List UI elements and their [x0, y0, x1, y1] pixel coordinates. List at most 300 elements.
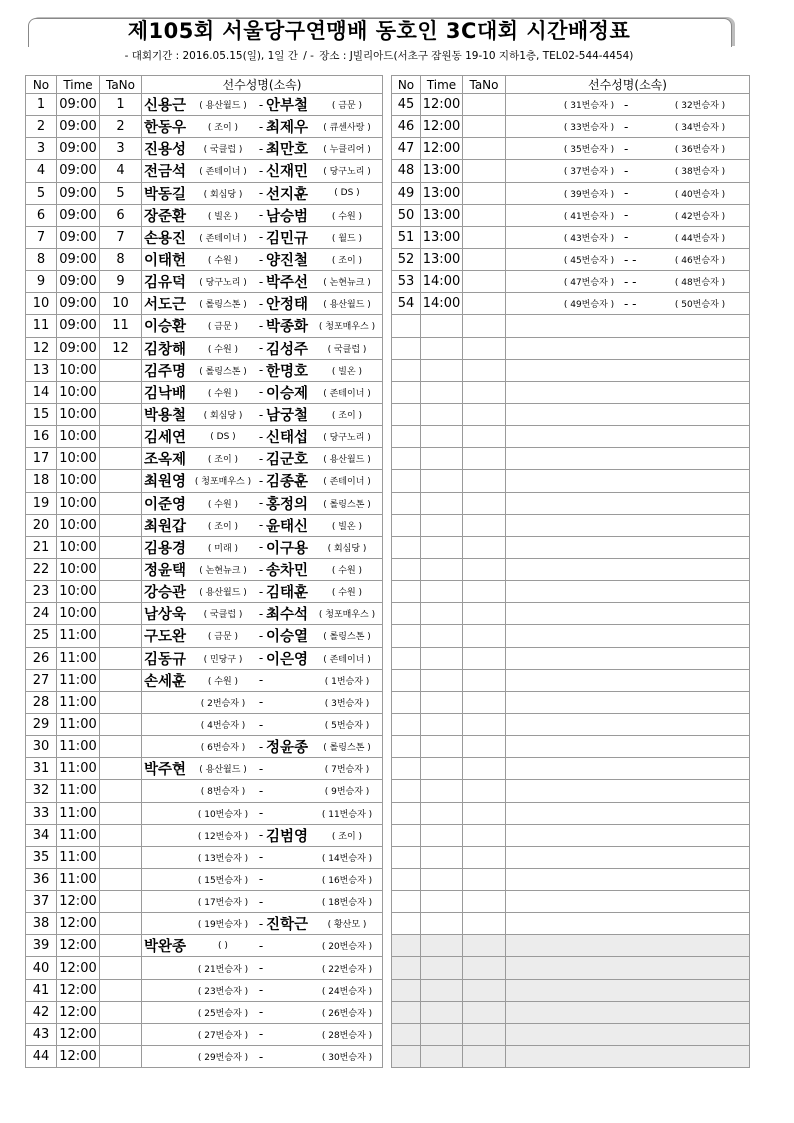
row-tano [100, 736, 142, 758]
row-tano [463, 271, 506, 293]
player2-name: 김성주 [266, 341, 309, 358]
row-time: 11:00 [57, 736, 100, 758]
match-line [142, 847, 382, 868]
player1-club: ( 롤링스톤 ) [199, 366, 247, 377]
row-time: 13:00 [421, 248, 463, 270]
player1-club: ( 2번승자 ) [200, 698, 246, 709]
row-time: 12:00 [57, 1046, 100, 1068]
empty-cell [463, 846, 506, 868]
empty-cell [392, 581, 421, 603]
row-players [142, 182, 383, 204]
match-line [142, 714, 382, 735]
row-no: 54 [392, 293, 421, 315]
match-line [506, 160, 749, 181]
row-tano: 10 [100, 293, 142, 315]
player2-club: ( 수원 ) [331, 566, 363, 577]
versus-dash: - [258, 518, 264, 533]
empty-cell [506, 315, 750, 337]
player2-club: ( 조이 ) [331, 411, 363, 422]
player1-name: 손세훈 [144, 673, 187, 690]
row-time: 10:00 [57, 558, 100, 580]
row-tano [100, 625, 142, 647]
versus-dash: - [258, 806, 264, 821]
table-row [392, 116, 750, 138]
header-time: Time [57, 76, 100, 94]
schedule-table-right [391, 75, 750, 1068]
row-tano [463, 226, 506, 248]
row-tano [100, 1001, 142, 1023]
row-players [142, 94, 383, 116]
table-row [392, 94, 750, 116]
player1-name: 박주현 [144, 762, 187, 779]
player2-club: ( 28번승자 ) [321, 1030, 373, 1041]
row-tano [100, 891, 142, 913]
player1-club: ( 조이 ) [207, 455, 239, 466]
empty-cell [506, 381, 750, 403]
row-time: 09:00 [57, 204, 100, 226]
row-time: 09:00 [57, 315, 100, 337]
row-tano [463, 160, 506, 182]
row-players [142, 248, 383, 270]
match-line [142, 94, 382, 115]
match-line [142, 227, 382, 248]
player1-name: 최원갑 [144, 518, 187, 535]
row-no: 11 [26, 315, 57, 337]
empty-row [392, 403, 750, 425]
empty-cell [392, 957, 421, 979]
row-no: 31 [26, 758, 57, 780]
empty-cell [421, 846, 463, 868]
player2-club: ( 조이 ) [331, 256, 363, 267]
empty-row [392, 581, 750, 603]
player1-name: 진용성 [144, 142, 187, 159]
page-title: 제105회 서울당구연맹배 동호인 3C대회 시간배정표 [127, 19, 631, 43]
row-tano: 2 [100, 116, 142, 138]
player2-name: 김군호 [266, 452, 309, 469]
versus-dash: - [258, 628, 264, 643]
player1-club: ( 12번승자 ) [197, 831, 249, 842]
row-tano [100, 581, 142, 603]
empty-cell [421, 558, 463, 580]
empty-cell [506, 1023, 750, 1045]
empty-cell [506, 868, 750, 890]
empty-row [392, 868, 750, 890]
row-tano [100, 824, 142, 846]
match-line [506, 205, 749, 226]
row-no: 32 [26, 780, 57, 802]
versus-dash: - [258, 983, 264, 998]
empty-cell [392, 1046, 421, 1068]
row-tano [100, 536, 142, 558]
table-header-row [392, 76, 750, 94]
row-time: 11:00 [57, 691, 100, 713]
player2-club: ( 조이 ) [331, 831, 363, 842]
player2-club: ( 30번승자 ) [321, 1053, 373, 1064]
row-players [142, 802, 383, 824]
player2-club: ( DS ) [334, 188, 360, 199]
row-time: 10:00 [57, 381, 100, 403]
versus-dash: - [258, 695, 264, 710]
table-row [26, 758, 383, 780]
row-time: 11:00 [57, 846, 100, 868]
row-players [142, 359, 383, 381]
row-players [142, 470, 383, 492]
empty-cell [463, 315, 506, 337]
row-players [142, 1023, 383, 1045]
table-row [26, 1023, 383, 1045]
player1-club: ( 금문 ) [207, 322, 239, 333]
versus-dash: - [258, 496, 264, 511]
table-row [26, 116, 383, 138]
empty-row [392, 979, 750, 1001]
row-tano [463, 182, 506, 204]
row-no: 42 [26, 1001, 57, 1023]
player2-club: ( 당구노리 ) [323, 433, 371, 444]
empty-cell [506, 647, 750, 669]
empty-row [392, 891, 750, 913]
row-tano [100, 558, 142, 580]
row-no: 52 [392, 248, 421, 270]
player2-name: 김범영 [266, 828, 309, 845]
row-time: 12:00 [57, 891, 100, 913]
empty-cell [463, 691, 506, 713]
player1-name: 박완종 [144, 939, 187, 956]
versus-dash: - [624, 186, 629, 201]
player2-name: 이승열 [266, 629, 309, 646]
empty-cell [421, 824, 463, 846]
header-no: No [26, 76, 57, 94]
player1-club: ( 조이 ) [207, 521, 239, 532]
player1-name: 신용근 [144, 98, 187, 115]
versus-dash: - [624, 230, 629, 245]
table-row [392, 182, 750, 204]
match-line [506, 183, 749, 204]
row-no: 2 [26, 116, 57, 138]
match-line [142, 1024, 382, 1045]
empty-row [392, 1023, 750, 1045]
row-no: 4 [26, 160, 57, 182]
empty-cell [463, 558, 506, 580]
player2-club: ( 38번승자 ) [674, 167, 726, 178]
row-no: 1 [26, 94, 57, 116]
row-tano [100, 1046, 142, 1068]
row-no: 41 [26, 979, 57, 1001]
row-no: 6 [26, 204, 57, 226]
empty-cell [392, 868, 421, 890]
row-time: 10:00 [57, 581, 100, 603]
row-time: 09:00 [57, 248, 100, 270]
player1-name: 장준환 [144, 208, 187, 225]
row-players [142, 138, 383, 160]
table-row [26, 647, 383, 669]
versus-dash: - [258, 119, 264, 134]
row-players [142, 780, 383, 802]
empty-cell [506, 913, 750, 935]
empty-cell [506, 957, 750, 979]
player1-club: ( 수원 ) [207, 676, 239, 687]
empty-cell [421, 647, 463, 669]
player2-club: ( 20번승자 ) [321, 942, 373, 953]
empty-cell [392, 846, 421, 868]
player2-name: 김민규 [266, 230, 309, 247]
empty-cell [421, 913, 463, 935]
versus-dash: - [258, 584, 264, 599]
row-players [142, 426, 383, 448]
player1-club: ( 당구노리 ) [199, 278, 247, 289]
empty-cell [392, 448, 421, 470]
versus-dash: - [258, 473, 264, 488]
empty-cell [506, 514, 750, 536]
empty-cell [392, 669, 421, 691]
row-no: 10 [26, 293, 57, 315]
empty-cell [463, 492, 506, 514]
match-line [142, 515, 382, 536]
player1-name: 박동길 [144, 186, 187, 203]
player1-name: 정윤택 [144, 563, 187, 580]
row-no: 13 [26, 359, 57, 381]
player1-club: ( 45번승자 ) [563, 256, 615, 267]
row-no: 27 [26, 669, 57, 691]
empty-row [392, 935, 750, 957]
row-tano [100, 448, 142, 470]
player1-club: ( 민당구 ) [203, 654, 243, 665]
empty-cell [463, 603, 506, 625]
empty-cell [463, 536, 506, 558]
row-players [142, 448, 383, 470]
player1-club: ( 13번승자 ) [197, 853, 249, 864]
row-players [506, 138, 750, 160]
match-line [142, 559, 382, 580]
table-row [26, 603, 383, 625]
row-tano [463, 116, 506, 138]
empty-cell [392, 691, 421, 713]
player2-name: 최제우 [266, 120, 309, 137]
row-players [142, 581, 383, 603]
versus-dash: - [258, 783, 264, 798]
versus-dash: - [624, 97, 629, 112]
empty-row [392, 1046, 750, 1068]
empty-cell [421, 514, 463, 536]
row-players [142, 758, 383, 780]
versus-dash: - [258, 363, 264, 378]
empty-cell [392, 603, 421, 625]
player2-club: ( 44번승자 ) [674, 233, 726, 244]
empty-cell [463, 581, 506, 603]
row-no: 16 [26, 426, 57, 448]
player2-club: ( 42번승자 ) [674, 211, 726, 222]
versus-dash: - [258, 606, 264, 621]
player1-club: ( 21번승자 ) [197, 964, 249, 975]
player1-club: ( 29번승자 ) [197, 1053, 249, 1064]
empty-cell [506, 824, 750, 846]
table-row [26, 381, 383, 403]
row-players [142, 293, 383, 315]
player2-club: ( 26번승자 ) [321, 1008, 373, 1019]
empty-cell [463, 891, 506, 913]
empty-row [392, 492, 750, 514]
empty-cell [421, 691, 463, 713]
table-row [26, 514, 383, 536]
empty-row [392, 713, 750, 735]
row-tano: 11 [100, 315, 142, 337]
match-line [142, 736, 382, 757]
match-line [142, 648, 382, 669]
row-no: 3 [26, 138, 57, 160]
match-line [142, 869, 382, 890]
empty-cell [392, 1023, 421, 1045]
row-time: 11:00 [57, 802, 100, 824]
empty-row [392, 558, 750, 580]
empty-cell [421, 381, 463, 403]
player2-club: ( 월드 ) [331, 233, 363, 244]
empty-cell [421, 868, 463, 890]
row-no: 17 [26, 448, 57, 470]
empty-row [392, 514, 750, 536]
match-line [506, 116, 749, 137]
player2-club: ( 수원 ) [331, 588, 363, 599]
empty-cell [392, 337, 421, 359]
player2-club: ( 용산월드 ) [323, 300, 371, 311]
row-no: 45 [392, 94, 421, 116]
row-no: 51 [392, 226, 421, 248]
empty-cell [506, 691, 750, 713]
empty-cell [463, 381, 506, 403]
match-line [142, 205, 382, 226]
match-line [506, 249, 749, 270]
row-players [142, 957, 383, 979]
row-tano [100, 492, 142, 514]
empty-cell [392, 736, 421, 758]
table-row [26, 160, 383, 182]
row-time: 14:00 [421, 271, 463, 293]
empty-row [392, 846, 750, 868]
player2-club: ( 32번승자 ) [674, 101, 726, 112]
row-time: 10:00 [57, 514, 100, 536]
player2-name: 최수석 [266, 607, 309, 624]
empty-row [392, 957, 750, 979]
table-row [26, 182, 383, 204]
empty-cell [421, 736, 463, 758]
player2-club: ( 34번승자 ) [674, 123, 726, 134]
subtitle-period: - 대회기간 : 2016.05.15(일), 1일 간 [124, 50, 298, 62]
match-line [506, 227, 749, 248]
player1-club: ( 회심당 ) [203, 411, 243, 422]
match-line [142, 138, 382, 159]
empty-cell [463, 868, 506, 890]
table-row [26, 935, 383, 957]
empty-cell [506, 581, 750, 603]
empty-cell [463, 824, 506, 846]
match-line [142, 183, 382, 204]
player2-club: ( 청포매우스 ) [318, 610, 376, 621]
player2-club: ( 국클럽 ) [327, 344, 367, 355]
row-players [142, 226, 383, 248]
empty-cell [392, 315, 421, 337]
row-tano [100, 957, 142, 979]
player1-name: 최원영 [144, 474, 187, 491]
player1-name: 이태헌 [144, 253, 187, 270]
player2-club: ( 11번승자 ) [321, 809, 373, 820]
table-row [392, 204, 750, 226]
table-row [26, 581, 383, 603]
row-players [142, 514, 383, 536]
player2-club: ( 22번승자 ) [321, 964, 373, 975]
row-no: 30 [26, 736, 57, 758]
versus-dash: - [258, 318, 264, 333]
row-players [142, 558, 383, 580]
row-tano [463, 204, 506, 226]
empty-cell [506, 492, 750, 514]
row-tano [100, 758, 142, 780]
row-tano [100, 1023, 142, 1045]
row-time: 10:00 [57, 359, 100, 381]
row-time: 12:00 [57, 935, 100, 957]
versus-dash: - [258, 163, 264, 178]
table-header-row [26, 76, 383, 94]
player2-club: ( 48번승자 ) [674, 278, 726, 289]
row-players [142, 868, 383, 890]
match-line [142, 758, 382, 779]
row-tano [100, 780, 142, 802]
empty-cell [421, 713, 463, 735]
empty-cell [421, 1001, 463, 1023]
table-row [392, 293, 750, 315]
table-row [392, 248, 750, 270]
row-tano [463, 138, 506, 160]
versus-dash: - [258, 407, 264, 422]
table-row [26, 957, 383, 979]
row-tano: 8 [100, 248, 142, 270]
empty-cell [421, 448, 463, 470]
empty-row [392, 470, 750, 492]
player1-club: ( 금문 ) [207, 632, 239, 643]
empty-row [392, 691, 750, 713]
row-tano [100, 603, 142, 625]
row-no: 14 [26, 381, 57, 403]
page-subtitle [28, 49, 730, 63]
row-time: 09:00 [57, 226, 100, 248]
versus-dash: - [624, 119, 629, 134]
player1-club: ( 수원 ) [207, 344, 239, 355]
row-players [142, 204, 383, 226]
row-tano [100, 514, 142, 536]
player1-club: ( 국클럽 ) [203, 610, 243, 621]
player2-club: ( 존테이너 ) [323, 654, 371, 665]
row-time: 10:00 [57, 603, 100, 625]
player2-club: ( 1번승자 ) [324, 676, 370, 687]
header-players: 선수성명(소속) [506, 76, 750, 94]
row-no: 7 [26, 226, 57, 248]
row-players [142, 691, 383, 713]
player1-club: ( ) [218, 940, 228, 951]
match-line [142, 271, 382, 292]
empty-cell [463, 337, 506, 359]
player1-name: 김유덕 [144, 275, 187, 292]
row-time: 10:00 [57, 536, 100, 558]
table-row [26, 1046, 383, 1068]
versus-dash: - [258, 673, 264, 688]
empty-cell [506, 337, 750, 359]
row-players [506, 271, 750, 293]
table-row [26, 293, 383, 315]
empty-cell [463, 713, 506, 735]
row-tano: 9 [100, 271, 142, 293]
row-tano: 5 [100, 182, 142, 204]
table-row [26, 824, 383, 846]
empty-cell [463, 957, 506, 979]
row-players [142, 271, 383, 293]
row-tano: 12 [100, 337, 142, 359]
